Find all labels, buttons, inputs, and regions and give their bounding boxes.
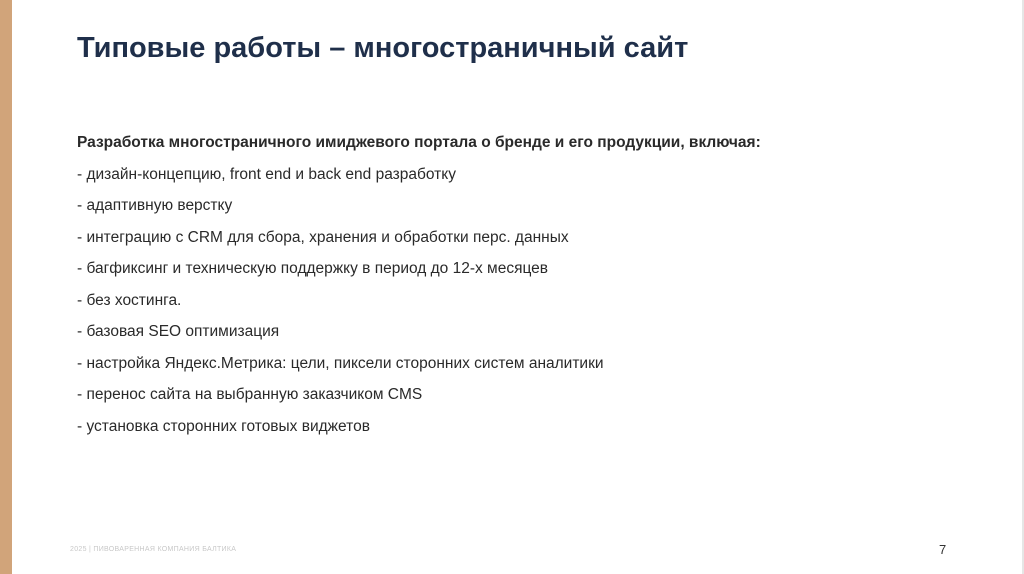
- list-item: - настройка Яндекс.Метрика: цели, пиксели сторонних систем аналитики: [77, 354, 604, 372]
- list-item: - перенос сайта на выбранную заказчиком CMS: [77, 386, 423, 403]
- list-item: - интеграцию с CRM для сбора, хранения и обработки перс. данных: [77, 228, 569, 246]
- work-items-list: [77, 163, 977, 439]
- accent-side-bar: [0, 0, 12, 574]
- list-item: - дизайн-концепцию, front end и back end разработку: [77, 165, 456, 183]
- footer-copyright: 2025 | ПИВОВАРЕННАЯ КОМПАНИЯ БАЛТИКА: [70, 546, 237, 553]
- page-number: 7: [939, 542, 947, 557]
- list-item: - базовая SEO оптимизация: [77, 323, 280, 340]
- slide-title: Типовые работы – многостраничный сайт: [77, 32, 689, 64]
- intro-text: Разработка многостраничного имиджевого портала о бренде и его продукции, включая:: [77, 134, 761, 151]
- list-item: - адаптивную верстку: [77, 197, 233, 214]
- list-item: - багфиксинг и техническую поддержку в период до 12-х месяцев: [77, 260, 549, 277]
- list-item: - без хостинга.: [77, 291, 182, 309]
- list-item: - установка сторонних готовых виджетов: [77, 417, 370, 435]
- slide-content: [77, 131, 977, 439]
